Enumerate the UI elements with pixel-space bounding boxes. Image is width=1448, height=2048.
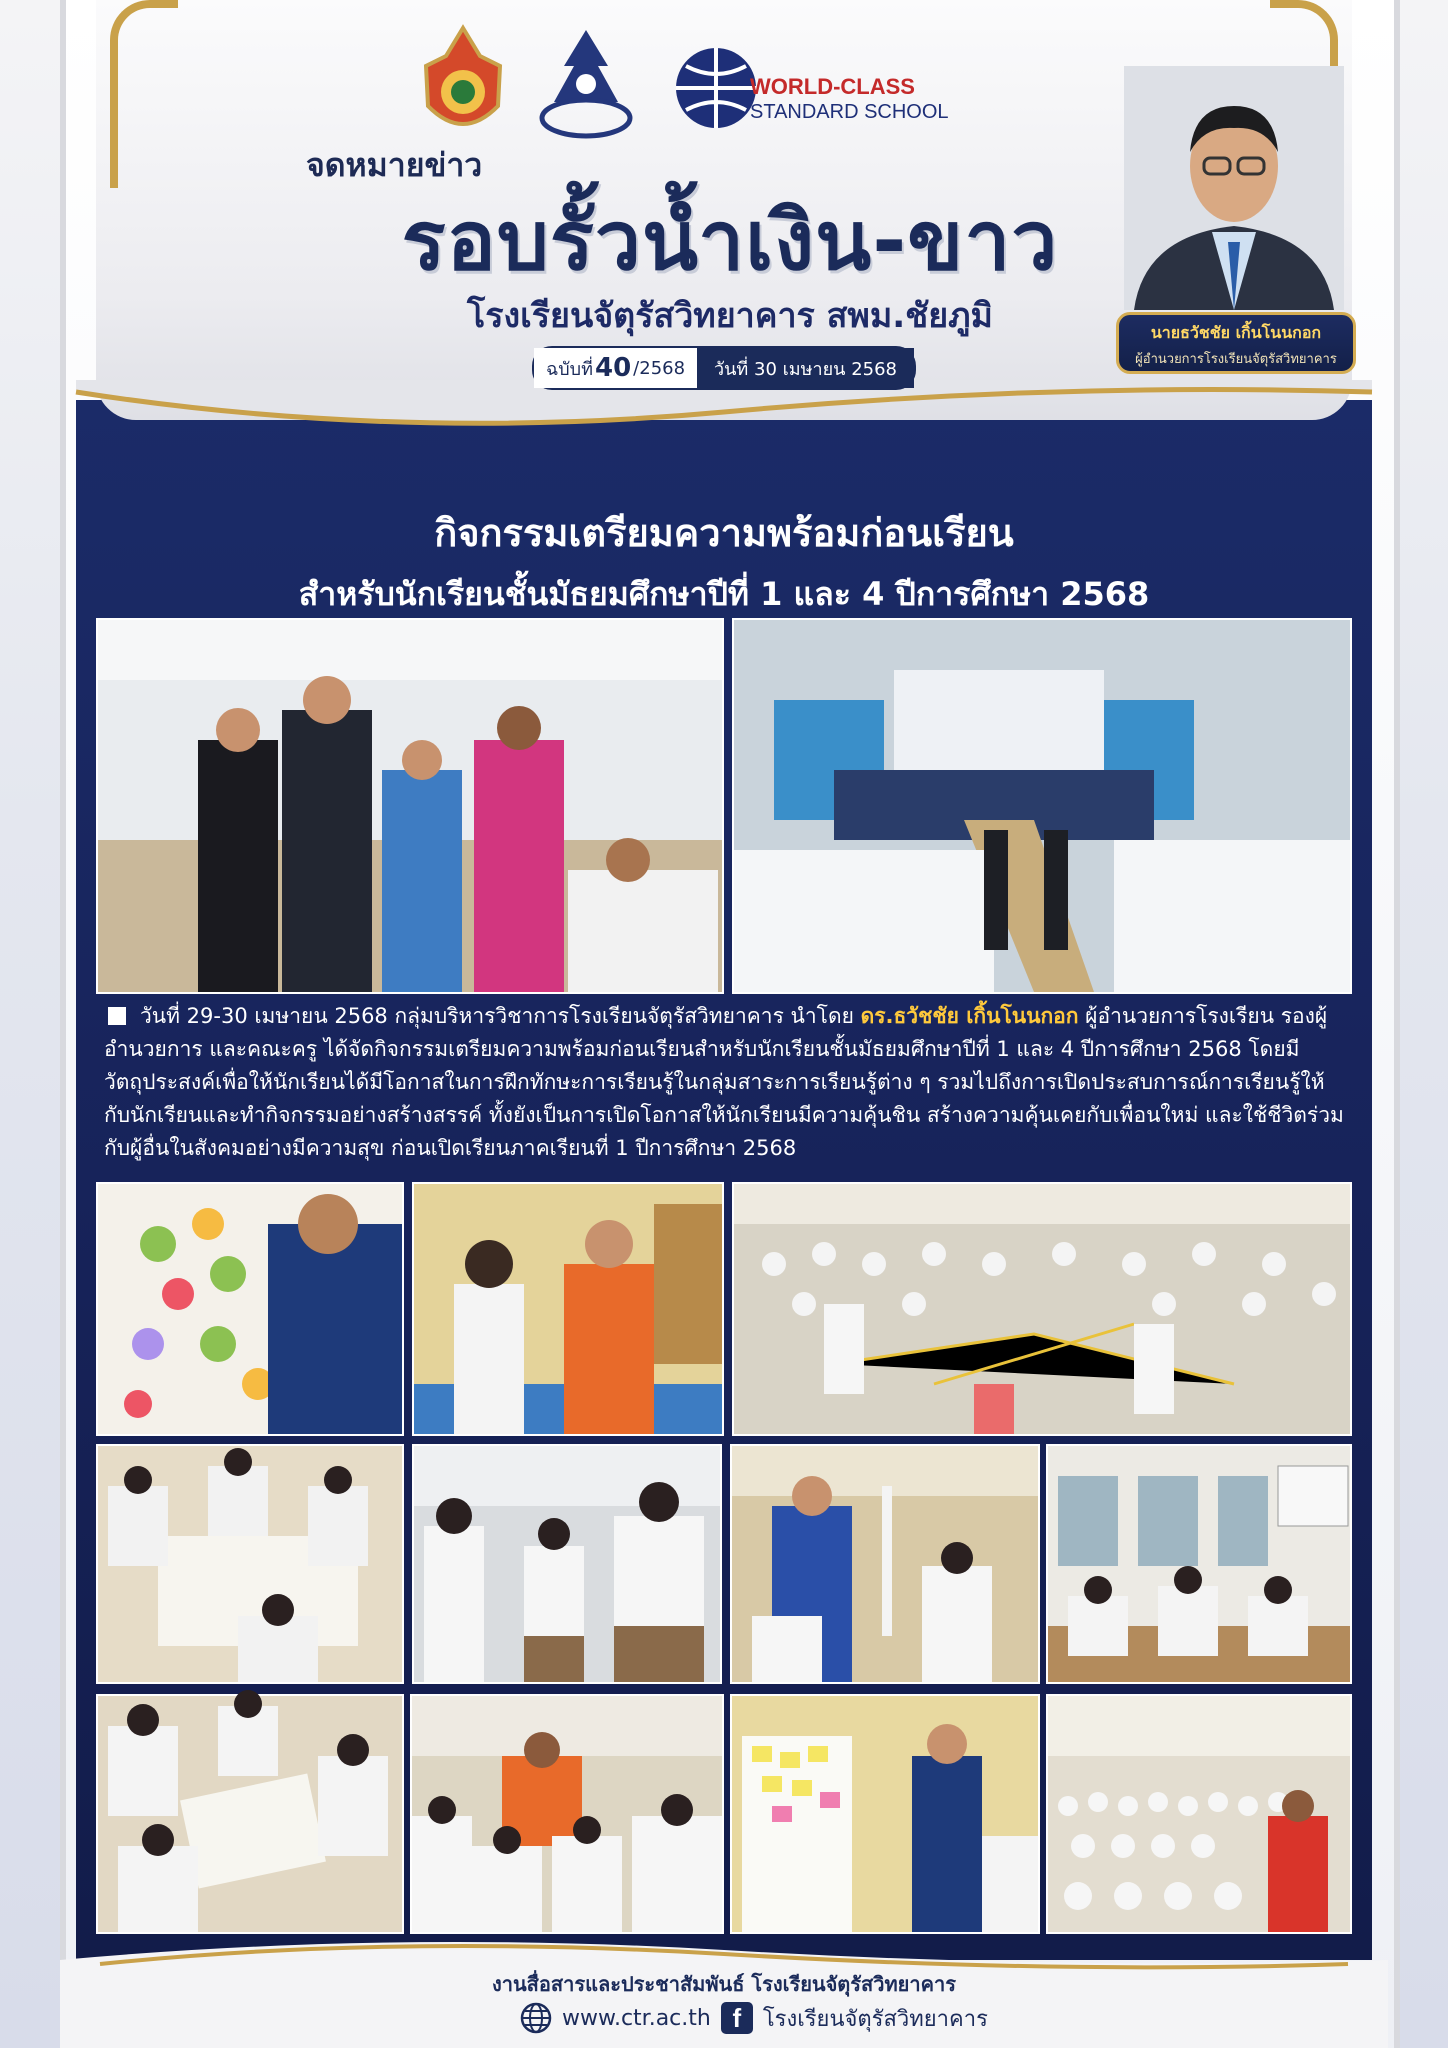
school-name: โรงเรียนจัตุรัสวิทยาคาร สพม.ชัยภูมิ xyxy=(467,296,993,336)
description-part1: วันที่ 29-30 เมษายน 2568 กลุ่มบริหารวิชาการโรงเรียนจัตุรัสวิทยาคาร นำโดย xyxy=(140,1004,861,1028)
description-highlight-name: ดร.ธวัชชัย เกิ้นโนนกอก xyxy=(860,1004,1079,1028)
bullet-square-icon xyxy=(108,1007,126,1025)
director-name-tag xyxy=(1116,312,1356,374)
activity-title xyxy=(96,502,1352,620)
footer-contacts xyxy=(520,2000,988,2036)
world-class-school-logo xyxy=(668,42,949,138)
photo-classroom-desks xyxy=(1046,1444,1352,1684)
photo-tree-chart-activity xyxy=(96,1182,404,1436)
photo-sticky-note-board xyxy=(730,1694,1040,1934)
footer-department: งานสื่อสารและประชาสัมพันธ์ โรงเรียนจัตุรัสวิทยาคาร xyxy=(492,1972,956,1996)
description-part2: ผู้อำนวยการโรงเรียน รองผู้อำนวยการ และคณะครู ได้จัดกิจกรรมเตรียมความพร้อมก่อนเรียนสำหรับนักเรียนชั้นมัธยมศึกษาปีที่ 1 และ 4 ปีการศึกษา 2568 โดยมีวัตถุประสงค์เพื่อให้นักเรียนได้มีโอกาสในการฝึกทักษะการเรียนรู้ในกลุ่มสาระการเรียนรู้ต่าง ๆ รวมไปถึงการเปิดประสบการณ์การเรียนรู้ให้กับนักเรียนและทำกิจกรรมอย่างสร้างสรรค์ ทั้งยังเป็นการเปิดโอกาสให้นักเรียนมีความคุ้นชิน สร้างความคุ้นเคยกับเพื่อนใหม่ และใช้ชีวิตร่วมกับผู้อื่นในสังคมอย่างมีความสุข ก่อนเปิดเรียนภาคเรียนที่ 1 ปีการศึกษา 2568 xyxy=(104,1004,1344,1160)
standard-school-text: STANDARD SCHOOL xyxy=(750,101,949,123)
activity-title-line1: กิจกรรมเตรียมความพร้อมก่อนเรียน xyxy=(434,511,1014,555)
gold-ribbon-left xyxy=(110,0,178,188)
facebook-page-link[interactable]: โรงเรียนจัตุรัสวิทยาคาร xyxy=(762,2006,988,2032)
school-emblem-logo xyxy=(538,26,634,142)
issue-year: /2568 xyxy=(633,357,686,379)
photo-director-classroom xyxy=(96,618,724,994)
ministry-crest-logo xyxy=(420,26,506,142)
photo-students-arms-crossed xyxy=(412,1444,722,1684)
issue-number: 40 xyxy=(594,353,632,383)
photo-hall-students-seated xyxy=(410,1694,724,1934)
newsletter-kicker: จดหมายข่าว xyxy=(306,146,483,184)
director-role: ผู้อำนวยการโรงเรียนจัตุรัสวิทยาคาร xyxy=(1135,352,1337,367)
globe-icon xyxy=(520,2002,552,2034)
photo-hall-group-game xyxy=(732,1182,1352,1436)
newsletter-title: รอบรั้วน้ำเงิน-ขาว xyxy=(401,194,1059,289)
photo-auditorium-crowd xyxy=(1046,1694,1352,1934)
activity-description xyxy=(104,1000,1344,1165)
activity-title-line2: สำหรับนักเรียนชั้นมัธยมศึกษาปีที่ 1 และ 4 ปีการศึกษา 2568 xyxy=(298,575,1150,613)
photo-science-lab xyxy=(730,1444,1040,1684)
website-link[interactable]: www.ctr.ac.th xyxy=(562,2005,711,2031)
issue-number-box xyxy=(534,348,697,388)
director-name: นายธวัชชัย เกิ้นโนนกอก xyxy=(1150,323,1322,342)
photo-computer-lab xyxy=(732,618,1352,994)
facebook-icon: f xyxy=(721,2002,753,2034)
photo-group-discussion xyxy=(96,1694,404,1934)
issue-date: วันที่ 30 เมษายน 2568 xyxy=(697,348,914,388)
issue-prefix: ฉบับที่ xyxy=(546,358,593,380)
world-class-text: WORLD-CLASS xyxy=(750,74,915,99)
photo-student-interview xyxy=(412,1182,724,1436)
director-portrait xyxy=(1124,66,1344,310)
issue-badge xyxy=(532,346,916,390)
photo-floor-group-work xyxy=(96,1444,404,1684)
